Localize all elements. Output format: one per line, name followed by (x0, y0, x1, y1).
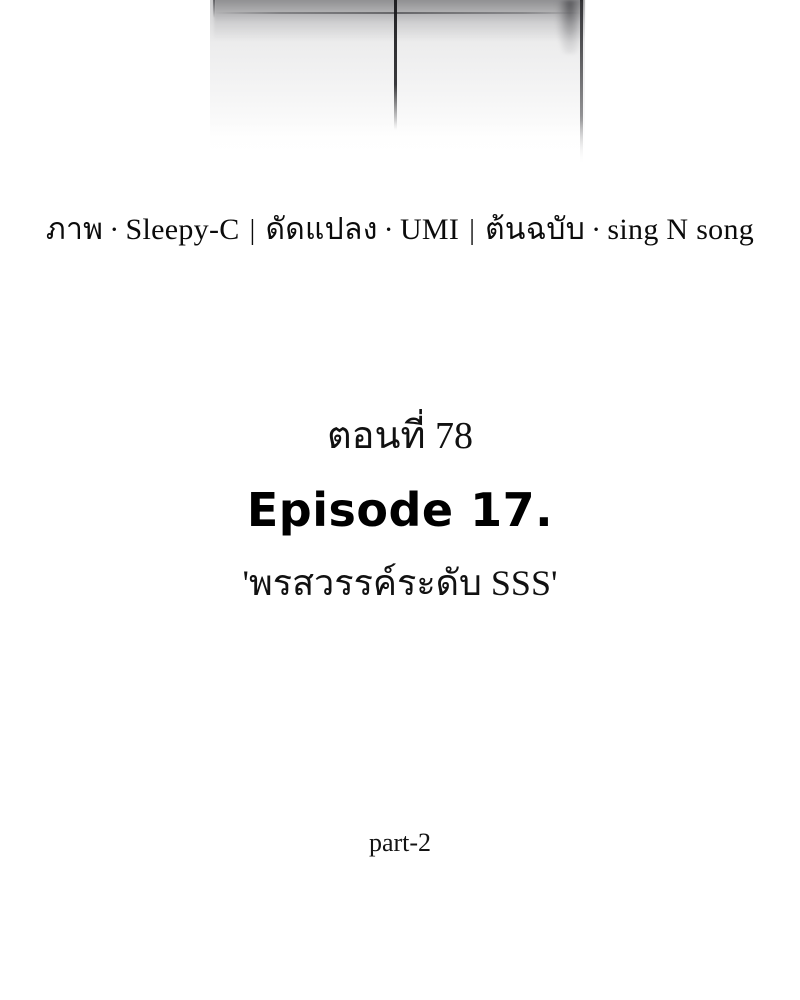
top-artwork-band (0, 0, 800, 180)
credit-name-original: sing N song (607, 213, 755, 246)
credit-dot-original: · (591, 213, 602, 246)
title-block (0, 404, 800, 614)
credit-name-art: Sleepy-C (125, 213, 240, 246)
credits-line (0, 208, 800, 253)
episode-title: Episode 17. (246, 483, 554, 537)
ink-wash-top (214, 0, 584, 40)
credit-dot-adaptation: · (383, 213, 394, 246)
credits-separator-1: | (249, 215, 256, 246)
chapter-number: ตอนที่ 78 (326, 415, 474, 457)
credit-role-adaptation: ดัดแปลง (265, 213, 378, 246)
credits-separator-2: | (469, 215, 476, 246)
credit-dot-art: · (109, 213, 120, 246)
horizontal-ink-line (214, 12, 582, 14)
vertical-ink-line-left (213, 0, 215, 18)
credit-role-original: ต้นฉบับ (485, 213, 586, 246)
part-label: part-2 (368, 828, 432, 857)
credit-role-art: ภาพ (45, 213, 104, 246)
episode-subtitle: 'พรสวรรค์ระดับ SSS' (242, 563, 558, 603)
ink-smudge (556, 0, 584, 54)
vertical-ink-line-center (394, 0, 397, 130)
credit-name-adaptation: UMI (399, 213, 460, 246)
artwork-fade-out (0, 120, 800, 180)
